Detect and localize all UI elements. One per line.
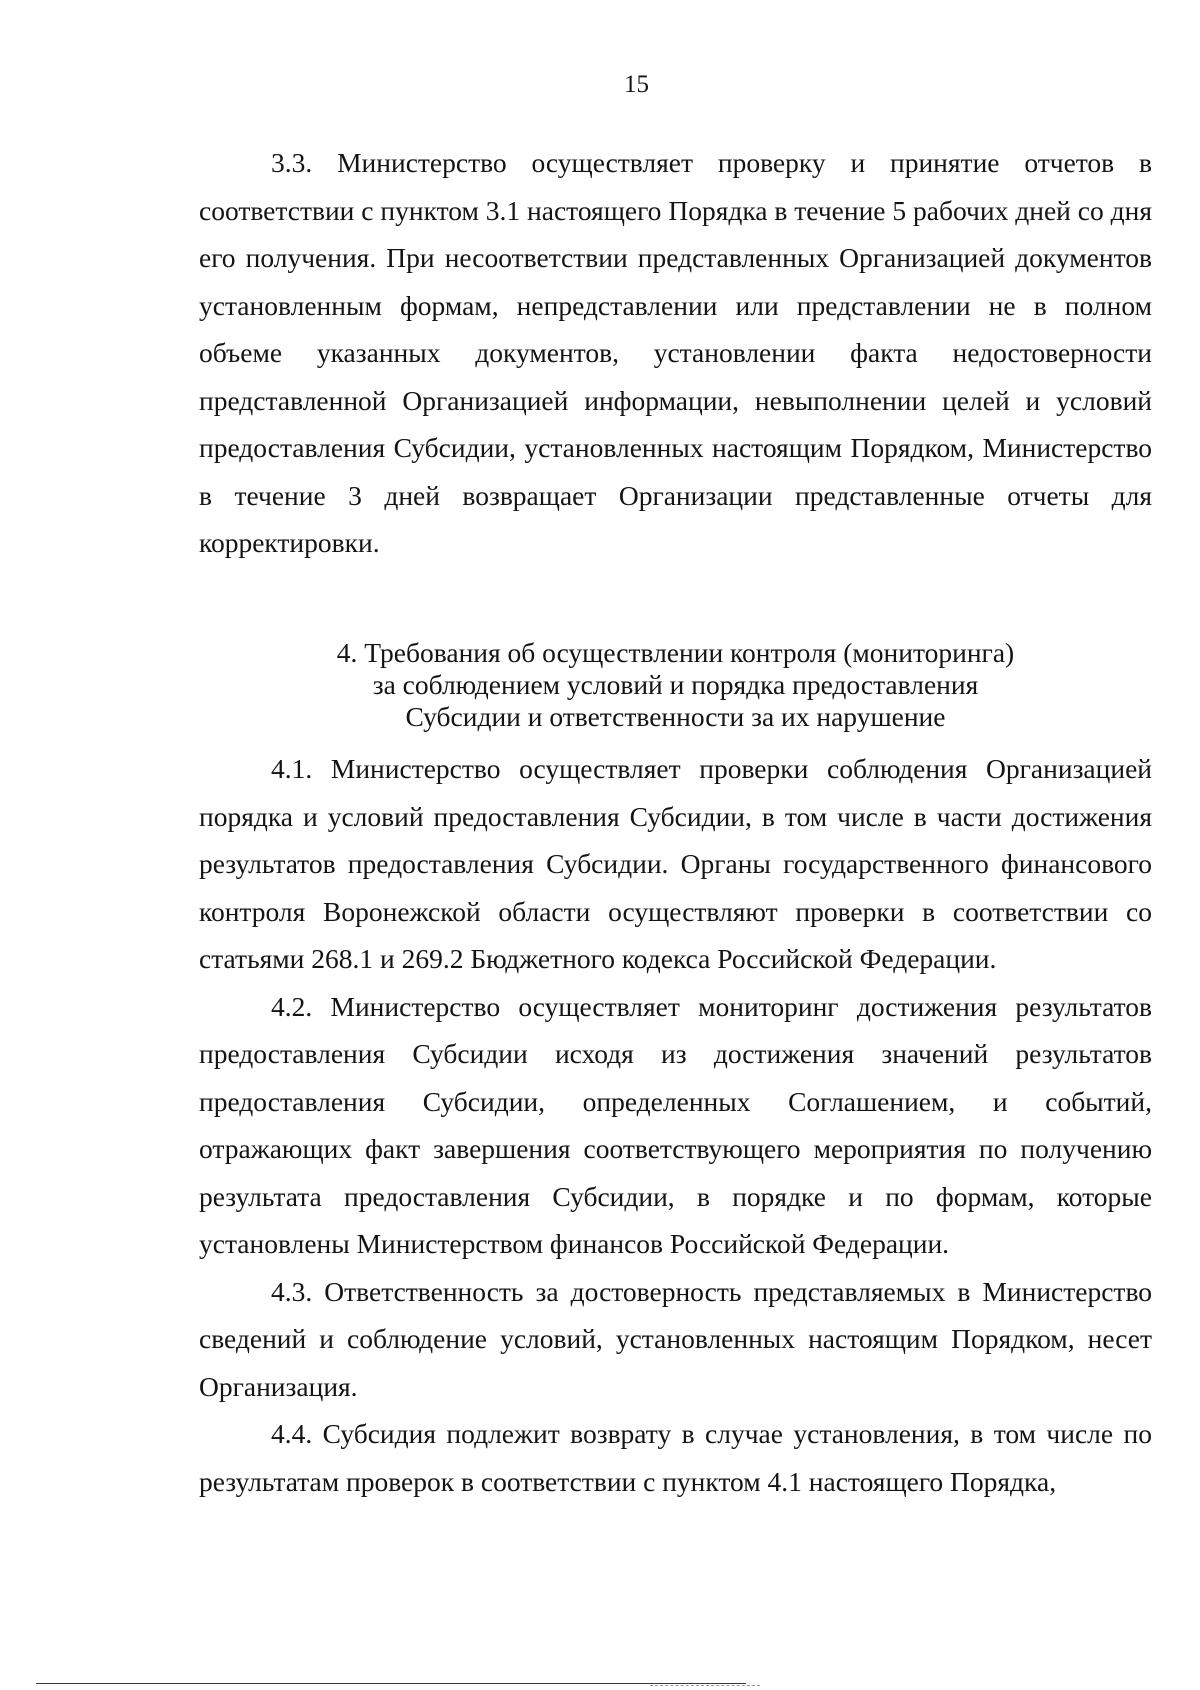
heading-line-3: Субсидии и ответственности за их нарушение: [405, 701, 946, 732]
section-3-text: [199, 139, 1152, 567]
section-4-heading: [199, 637, 1152, 733]
bottom-scan-edge: [36, 1683, 746, 1684]
paragraph-3-3: 3.3. Министерство осуществляет проверку и принятие отчетов в соответствии с пунктом 3.1 настоящего Порядка в течение 5 рабочих дней со дня его получения. При несоответствии представленных Организацией документов установленным формам, непредставлении или представлении не в полном объеме указанных документов, установлении факта недостоверности представленной Организацией информации, невыполнении целей и условий предоставления Субсидии, установленных настоящим Порядком, Министерство в течение 3 дней возвращает Организации представленные отчеты для корректировки.: [199, 147, 1152, 558]
paragraph-4-2: 4.2. Министерство осуществляет мониторинг достижения результатов предоставления Субсидии исходя из достижения значений результатов предоставления Субсидии, определенных Соглашением, и событий, отражающих факт завершения соответствующего мероприятия по получению результата предоставления Субсидии, в порядке и по формам, которые установлены Министерством финансов Российской Федерации.: [199, 990, 1152, 1259]
page-number: 15: [624, 71, 649, 98]
heading-line-1: 4. Требования об осуществлении контроля (мониторинга): [336, 637, 1015, 668]
heading-line-2: за соблюдением условий и порядка предоставления: [372, 669, 979, 700]
paragraph-4-4: 4.4. Субсидия подлежит возврату в случае установления, в том числе по результатам проверок в соответствии с пунктом 4.1 настоящего Порядка,: [199, 1418, 1152, 1497]
bottom-scan-edge-faint: [650, 1685, 760, 1686]
paragraph-4-1: 4.1. Министерство осуществляет проверки соблюдения Организацией порядка и условий предоставления Субсидии, в том числе в части достижения результатов предоставления Субсидии. Органы государственного финансового контроля Воронежской области осуществляют проверки в соответствии со статьями 268.1 и 269.2 Бюджетного кодекса Российской Федерации.: [199, 753, 1152, 974]
section-4-text: [199, 745, 1152, 1505]
paragraph-4-3: 4.3. Ответственность за достоверность представляемых в Министерство сведений и соблюдение условий, установленных настоящим Порядком, несет Организация.: [199, 1275, 1152, 1402]
